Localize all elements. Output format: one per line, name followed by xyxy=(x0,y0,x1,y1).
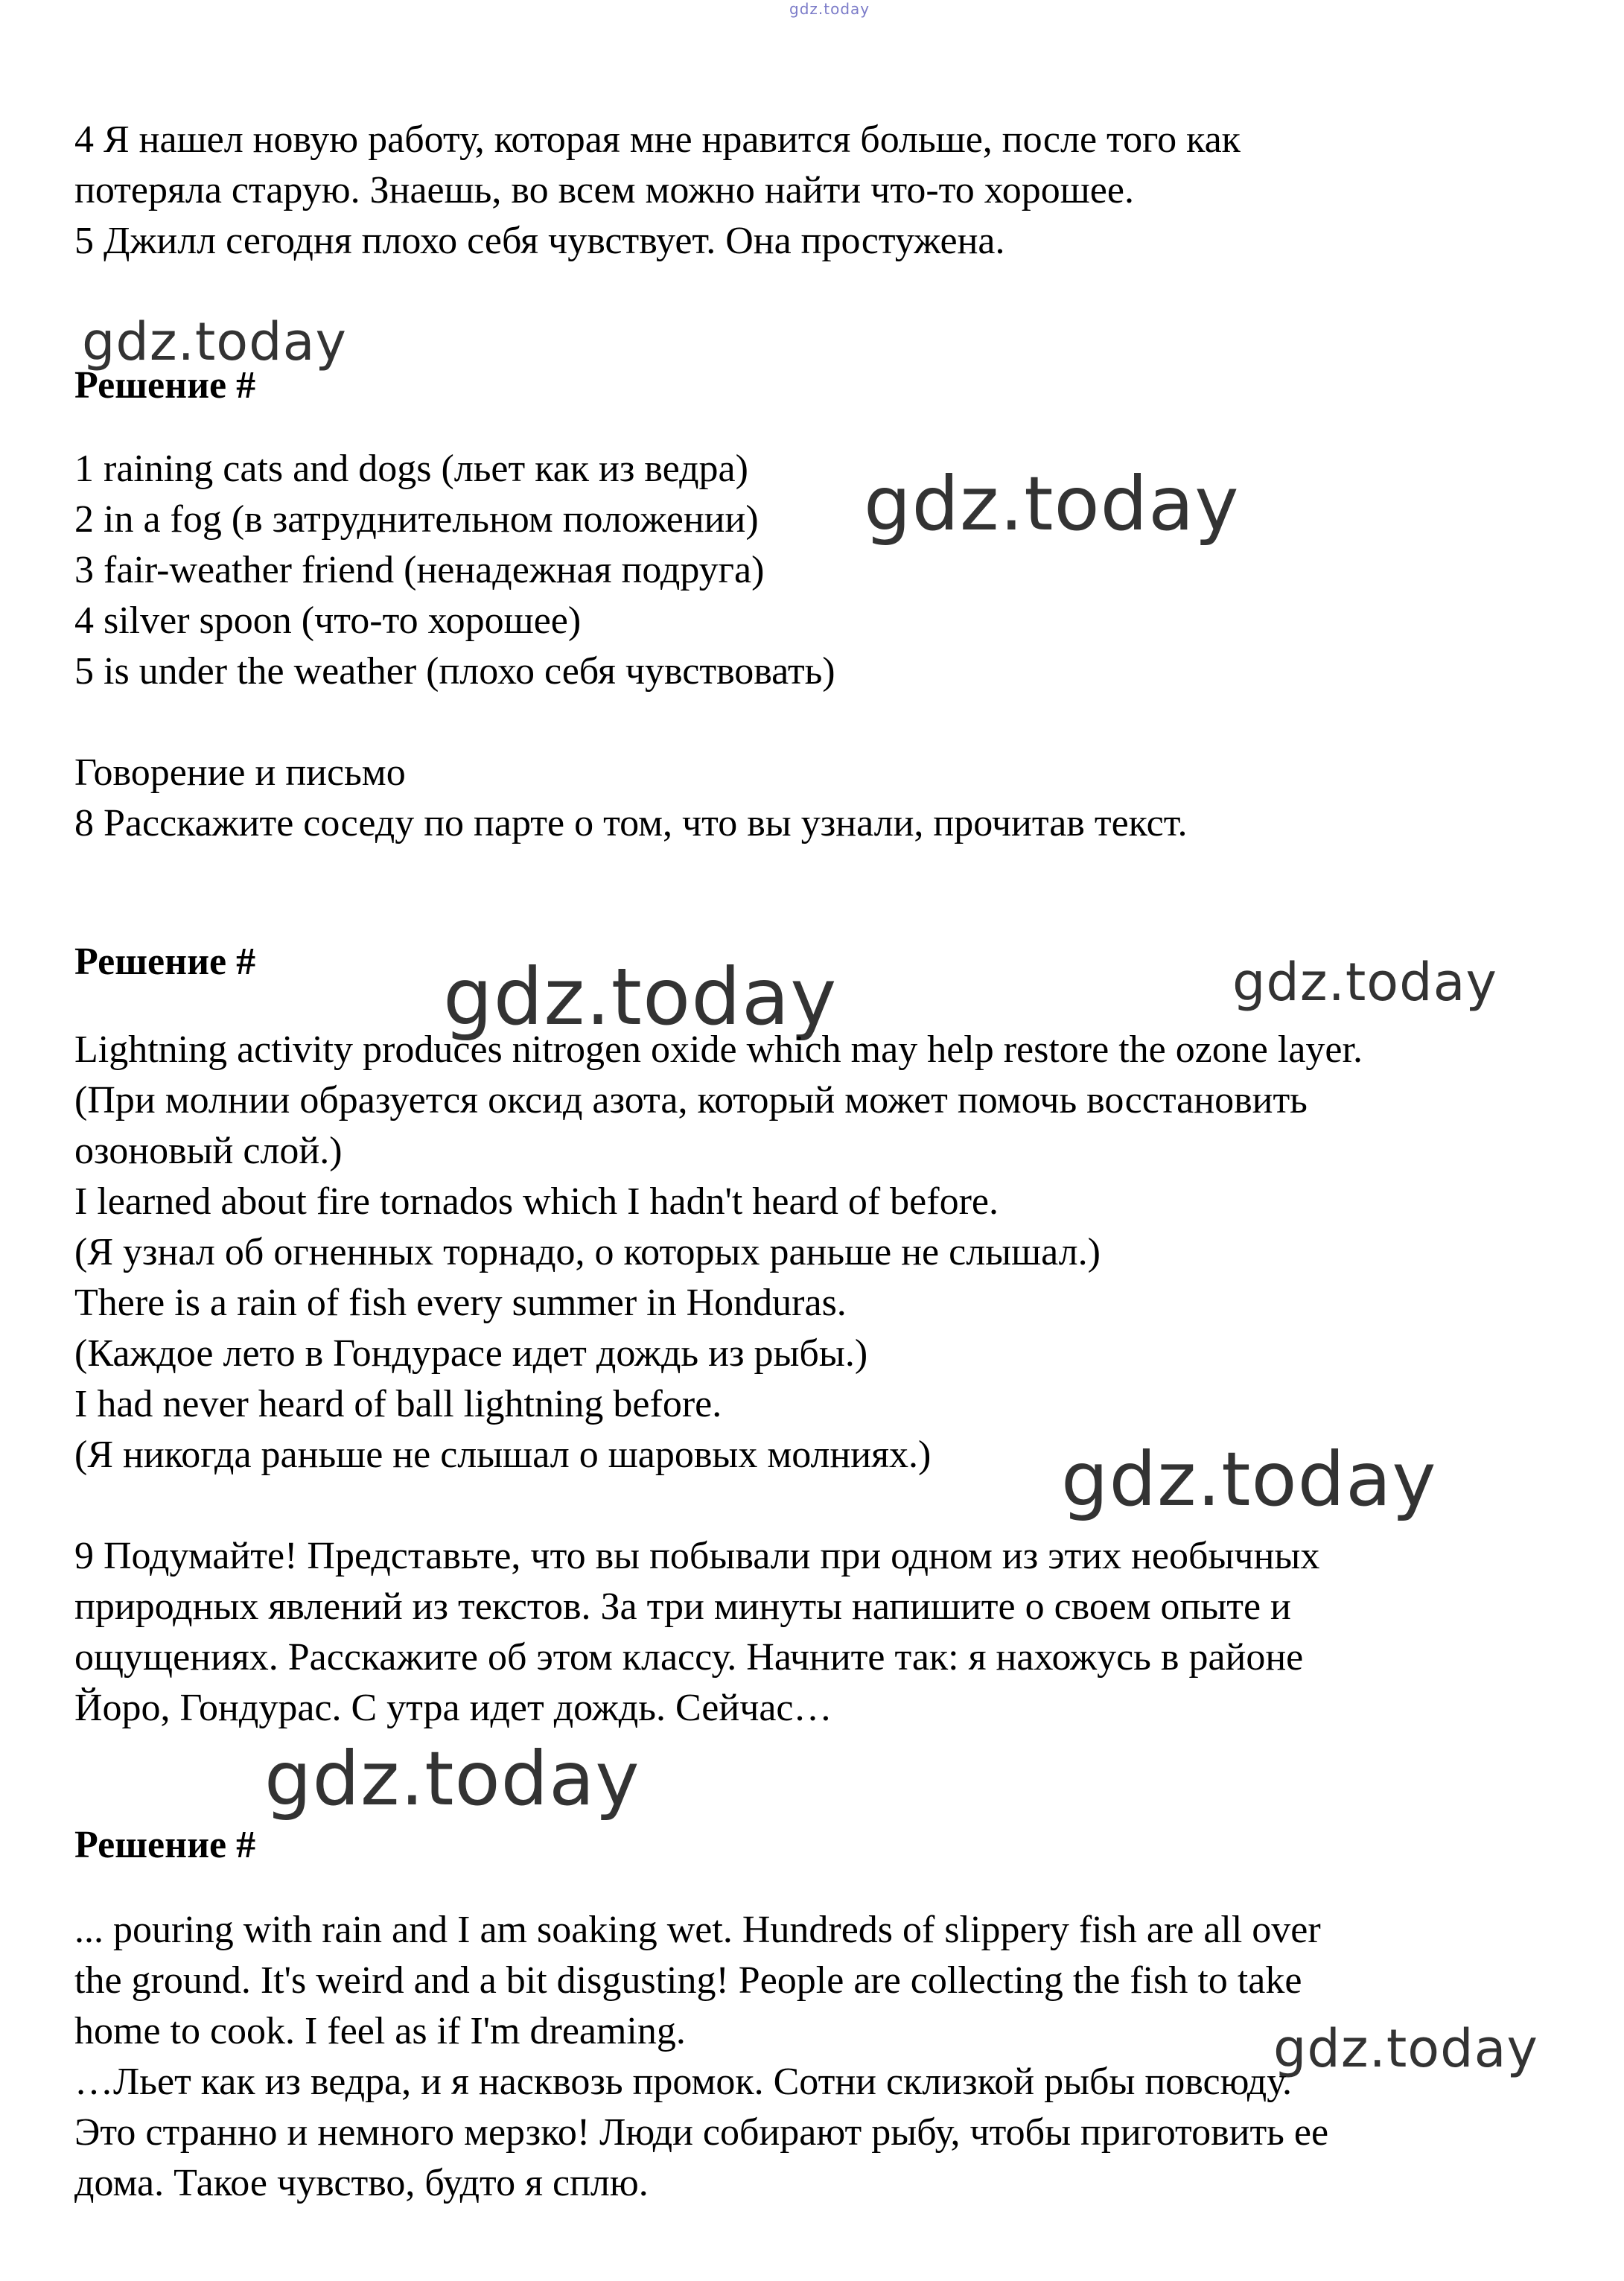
exercise-line: 4 Я нашел новую работу, которая мне нравится больше, после того как xyxy=(74,118,1241,161)
solution-line: озоновый слой.) xyxy=(74,1130,343,1172)
watermark: gdz.today xyxy=(264,1735,640,1822)
watermark: gdz.today xyxy=(864,460,1240,547)
watermark: gdz.today xyxy=(443,952,838,1043)
task-8: 8 Расскажите соседу по парте о том, что вы узнали, прочитав текст. xyxy=(74,802,1188,844)
solution-line: I had never heard of ball lightning before. xyxy=(74,1383,722,1425)
solution-line: (Я никогда раньше не слышал о шаровых молниях.) xyxy=(74,1434,932,1476)
watermark: gdz.today xyxy=(1232,952,1497,1013)
solution-line: ... pouring with rain and I am soaking wet. Hundreds of slippery fish are all over xyxy=(74,1909,1321,1951)
solution-line: (Я узнал об огненных торнадо, о которых раньше не слышал.) xyxy=(74,1231,1101,1273)
watermark-top: gdz.today xyxy=(789,0,870,18)
solution-line: There is a rain of fish every summer in Honduras. xyxy=(74,1282,847,1324)
solution-line: 2 in a fog (в затруднительном положении) xyxy=(74,498,759,541)
solution-line: 1 raining cats and dogs (льет как из ведра) xyxy=(74,448,748,490)
solution-line: 4 silver spoon (что-то хорошее) xyxy=(74,599,582,642)
watermark: gdz.today xyxy=(1273,2018,1538,2079)
solution-line: дома. Такое чувство, будто я сплю. xyxy=(74,2162,649,2204)
exercise-line: потеряла старую. Знаешь, во всем можно найти что-то хорошее. xyxy=(74,169,1134,211)
task-9-line: 9 Подумайте! Представьте, что вы побывали при одном из этих необычных xyxy=(74,1535,1320,1577)
task-9-line: природных явлений из текстов. За три минуты напишите о своем опыте и xyxy=(74,1585,1291,1628)
watermark: gdz.today xyxy=(82,311,347,372)
solution-line: (Каждое лето в Гондурасе идет дождь из рыбы.) xyxy=(74,1332,868,1375)
solution-line: I learned about fire tornados which I hadn't heard of before. xyxy=(74,1180,999,1223)
task-9-line: ощущениях. Расскажите об этом классу. Начните так: я нахожусь в районе xyxy=(74,1636,1304,1679)
solution-heading: Решение # xyxy=(74,941,256,983)
solution-line: 3 fair-weather friend (ненадежная подруга) xyxy=(74,549,765,591)
watermark: gdz.today xyxy=(1061,1436,1437,1523)
solution-heading: Решение # xyxy=(74,364,256,407)
solution-line: the ground. It's weird and a bit disgusting! People are collecting the fish to take xyxy=(74,1959,1302,2002)
task-9-line: Йоро, Гондурас. С утра идет дождь. Сейчас… xyxy=(74,1687,832,1729)
exercise-line: 5 Джилл сегодня плохо себя чувствует. Она простужена. xyxy=(74,220,1005,262)
solution-line: home to cook. I feel as if I'm dreaming. xyxy=(74,2010,686,2052)
solution-line: (При молнии образуется оксид азота, который может помочь восстановить xyxy=(74,1079,1308,1122)
solution-line: Это странно и немного мерзко! Люди собирают рыбу, чтобы приготовить ее xyxy=(74,2111,1329,2154)
section-title: Говорение и письмо xyxy=(74,751,406,794)
solution-line: 5 is under the weather (плохо себя чувствовать) xyxy=(74,650,835,693)
solution-heading: Решение # xyxy=(74,1824,256,1866)
solution-line: …Льет как из ведра, и я насквозь промок. Сотни склизкой рыбы повсюду. xyxy=(74,2061,1293,2103)
solution-line: Lightning activity produces nitrogen oxide which may help restore the ozone layer. xyxy=(74,1028,1363,1071)
